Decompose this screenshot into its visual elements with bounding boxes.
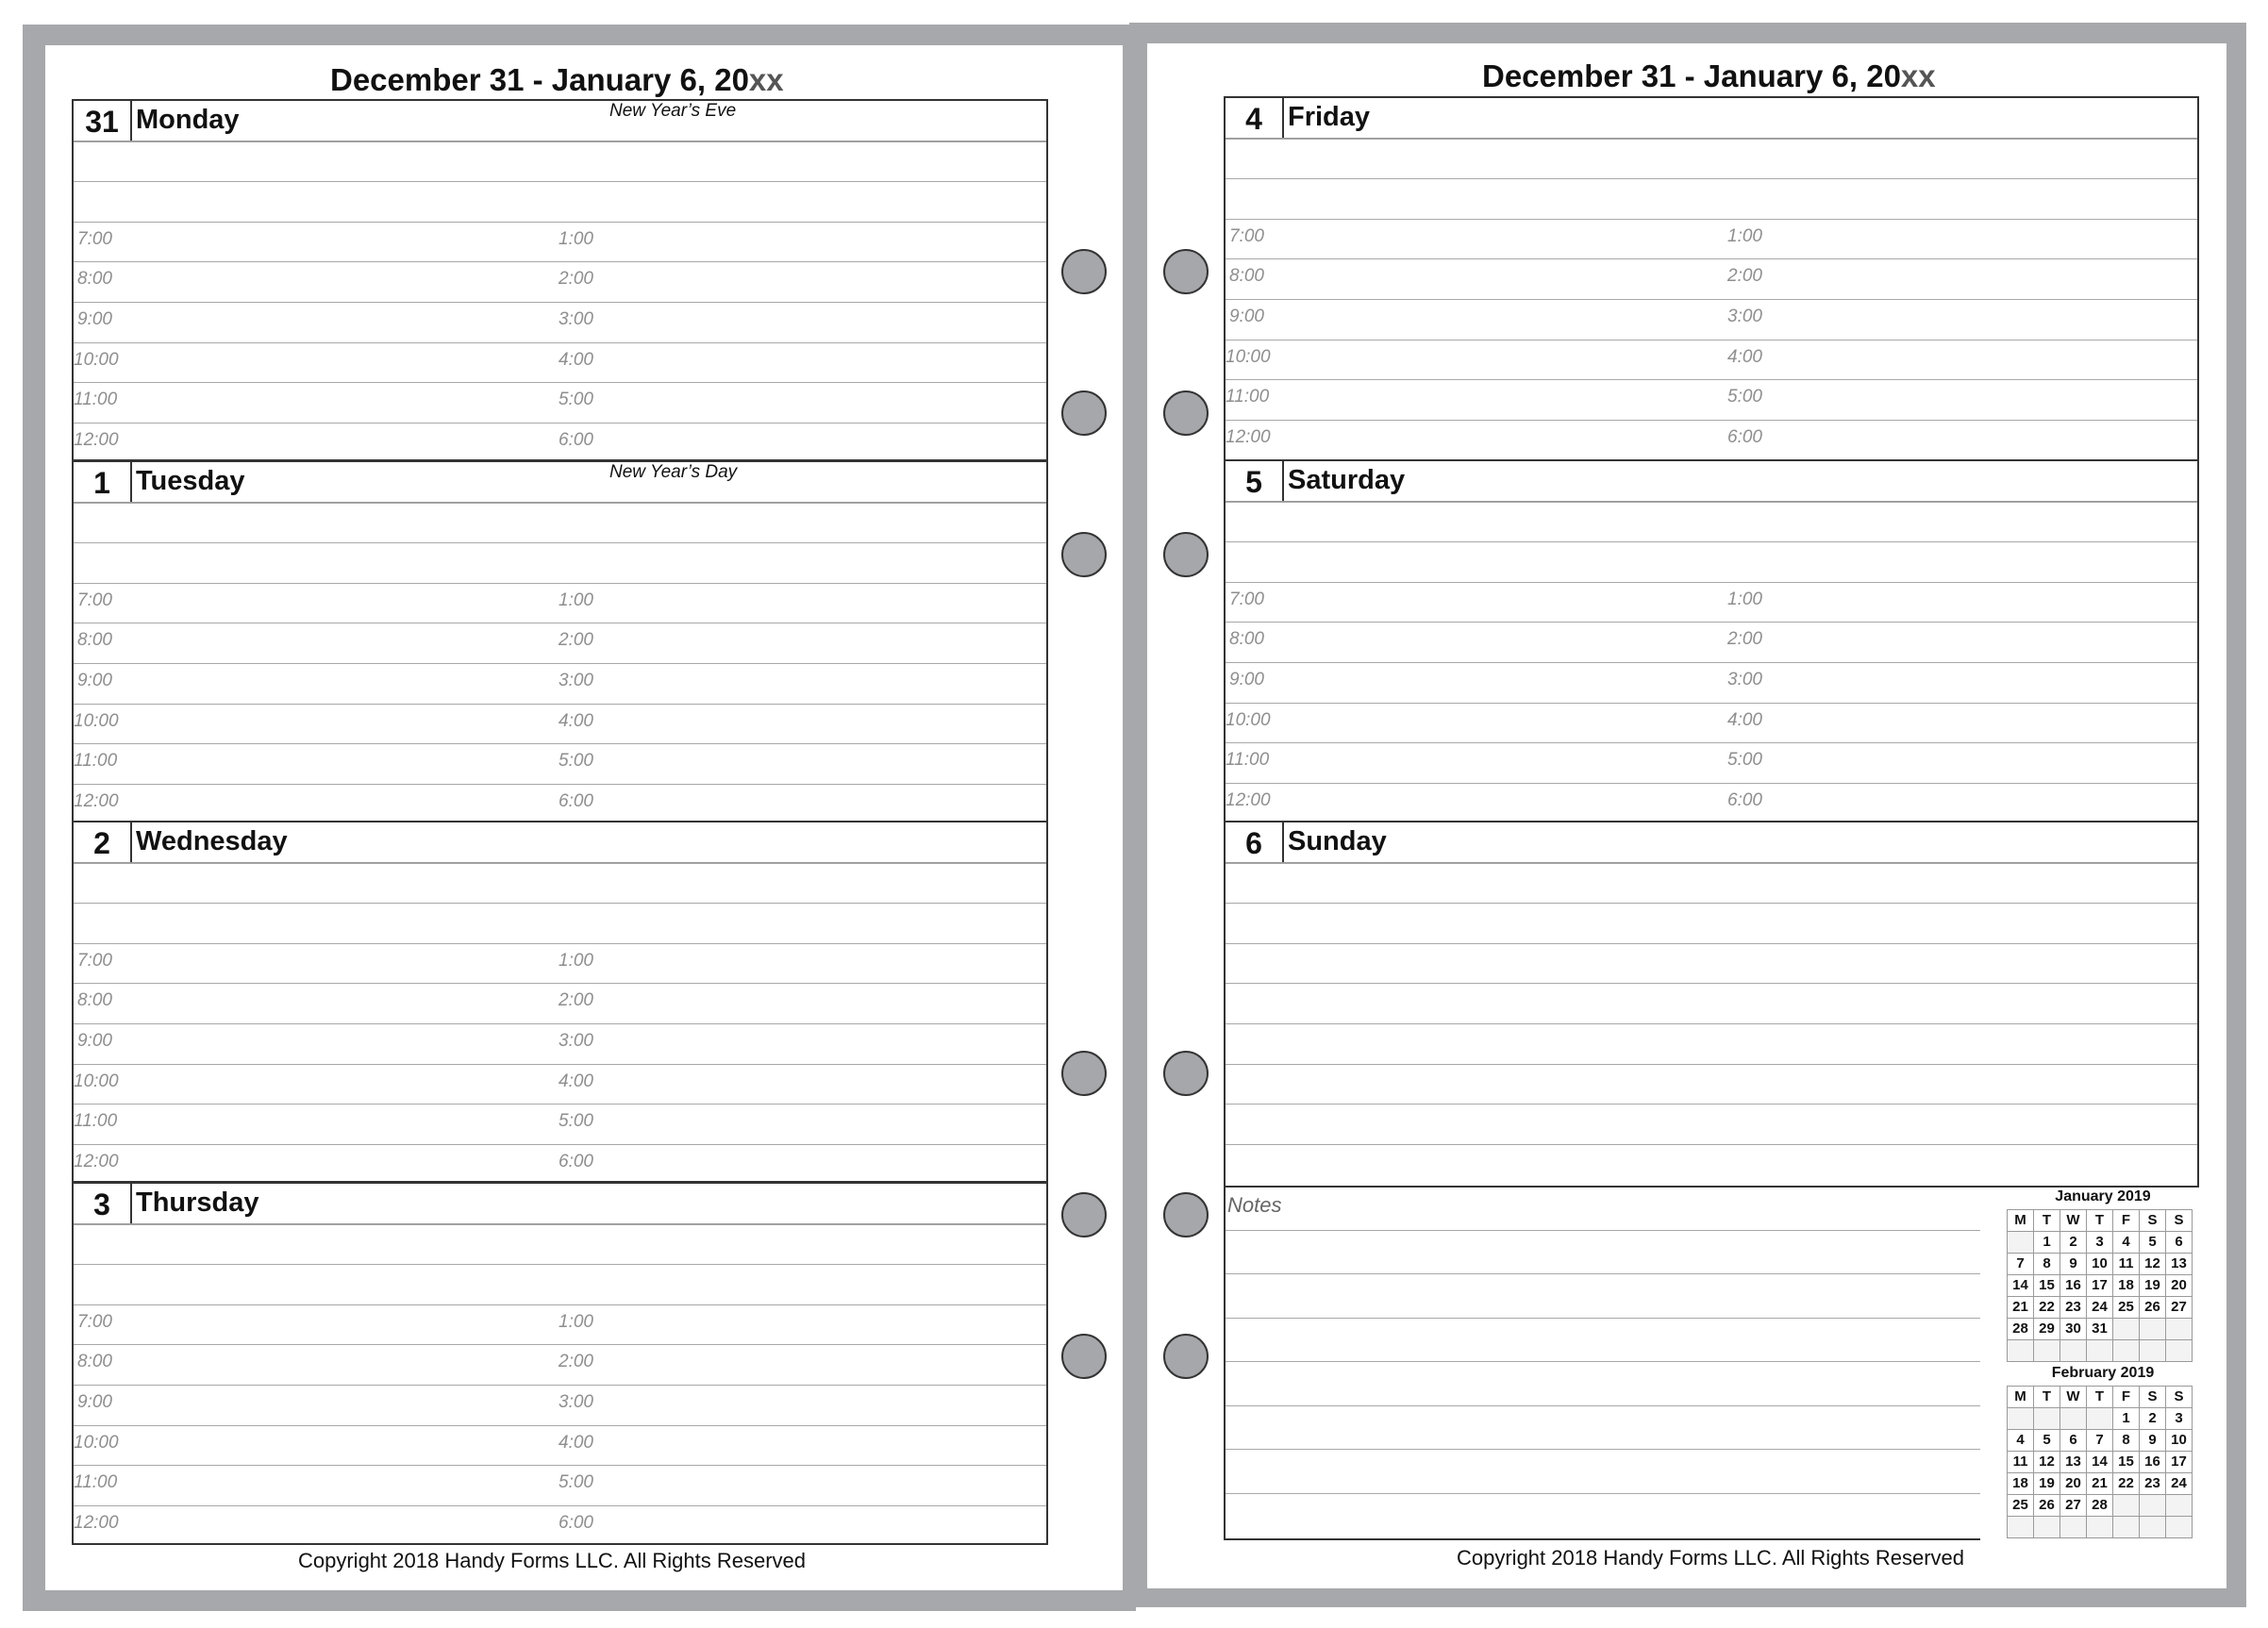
calendar-day [2166, 1319, 2193, 1340]
calendar-day: 6 [2060, 1430, 2087, 1452]
notes-line[interactable] [1226, 1318, 1980, 1319]
writing-line[interactable] [1226, 943, 2197, 944]
time-label: 10:00 [1226, 709, 1271, 730]
calendar-day: 28 [2008, 1319, 2034, 1340]
calendar-day: 25 [2008, 1495, 2034, 1517]
calendar-day: 6 [2166, 1232, 2193, 1254]
calendar-day: 22 [2034, 1297, 2060, 1319]
day-block [1224, 459, 2199, 822]
calendar-day: 28 [2087, 1495, 2113, 1517]
left-title-year: xx [748, 62, 784, 97]
time-label: 10:00 [74, 1432, 119, 1453]
writing-line[interactable] [1226, 662, 2197, 663]
weekday-header: F [2113, 1210, 2140, 1232]
calendar-day: 11 [2008, 1452, 2034, 1473]
calendar-day: 4 [2008, 1430, 2034, 1452]
writing-line[interactable] [1226, 502, 2197, 503]
writing-line[interactable] [74, 983, 1046, 984]
day-block [72, 460, 1048, 822]
time-label: 5:00 [1727, 387, 1762, 407]
calendar-day [2166, 1340, 2193, 1362]
calendar-day: 5 [2140, 1232, 2166, 1254]
calendar-day [2140, 1517, 2166, 1538]
binder-hole [1163, 390, 1209, 436]
writing-line[interactable] [74, 141, 1046, 142]
calendar-day [2034, 1340, 2060, 1362]
writing-line[interactable] [1226, 1023, 2197, 1024]
notes-label: Notes [1227, 1193, 1282, 1217]
binder-hole [1163, 1334, 1209, 1379]
writing-line[interactable] [74, 1264, 1046, 1265]
writing-line[interactable] [1226, 582, 2197, 583]
calendar-day: 3 [2087, 1232, 2113, 1254]
time-label: 1:00 [1727, 225, 1762, 246]
time-label: 9:00 [77, 1392, 112, 1412]
time-label: 1:00 [559, 228, 593, 249]
calendar-day: 16 [2140, 1452, 2166, 1473]
time-label: 11:00 [1226, 387, 1270, 407]
calendar-day [2166, 1517, 2193, 1538]
calendar-day [2008, 1232, 2034, 1254]
time-label: 8:00 [77, 269, 112, 290]
calendar-day: 5 [2034, 1430, 2060, 1452]
day-number: 4 [1226, 98, 1284, 138]
calendar-day: 23 [2140, 1473, 2166, 1495]
calendar-day [2166, 1495, 2193, 1517]
day-name: Friday [1288, 102, 1371, 132]
time-label: 10:00 [1226, 346, 1271, 367]
binder-hole [1061, 1192, 1107, 1238]
time-label: 5:00 [559, 1111, 593, 1132]
weekday-header: T [2087, 1387, 2113, 1408]
time-label: 8:00 [77, 630, 112, 651]
weekday-header: M [2008, 1387, 2034, 1408]
calendar-day: 18 [2008, 1473, 2034, 1495]
calendar-day: 12 [2034, 1452, 2060, 1473]
writing-line[interactable] [74, 863, 1046, 864]
day-number: 5 [1226, 461, 1284, 501]
calendar-day: 10 [2166, 1430, 2193, 1452]
notes-line[interactable] [1226, 1449, 1980, 1450]
mini-calendar [2007, 1188, 2199, 1363]
writing-line[interactable] [1226, 379, 2197, 380]
calendar-day: 7 [2008, 1254, 2034, 1275]
writing-line[interactable] [1226, 420, 2197, 421]
time-label: 8:00 [77, 990, 112, 1011]
day-header [74, 1184, 1046, 1224]
time-label: 5:00 [559, 1472, 593, 1493]
weekday-header: S [2140, 1387, 2166, 1408]
calendar-day [2140, 1319, 2166, 1340]
day-block [72, 1182, 1048, 1545]
day-block [1224, 821, 2199, 1188]
calendar-day: 30 [2060, 1319, 2087, 1340]
time-label: 5:00 [1727, 750, 1762, 771]
day-name: Sunday [1288, 826, 1387, 856]
binder-hole [1163, 249, 1209, 294]
time-label: 1:00 [559, 950, 593, 971]
calendar-day: 20 [2060, 1473, 2087, 1495]
binder-hole [1061, 249, 1107, 294]
time-label: 7:00 [77, 1311, 112, 1332]
writing-line[interactable] [74, 1064, 1046, 1065]
time-label: 12:00 [1226, 789, 1271, 810]
day-name: Monday [136, 105, 240, 135]
calendar-day: 7 [2087, 1430, 2113, 1452]
mini-calendar-grid [2007, 1209, 2193, 1362]
writing-line[interactable] [1226, 219, 2197, 220]
writing-line[interactable] [74, 1385, 1046, 1386]
time-label: 2:00 [559, 990, 593, 1011]
time-label: 3:00 [559, 1031, 593, 1051]
calendar-day: 11 [2113, 1254, 2140, 1275]
calendar-day: 3 [2166, 1408, 2193, 1430]
writing-line[interactable] [74, 342, 1046, 343]
binder-hole [1163, 532, 1209, 577]
writing-line[interactable] [74, 743, 1046, 744]
time-label: 10:00 [74, 710, 119, 731]
calendar-day [2113, 1340, 2140, 1362]
time-label: 9:00 [77, 671, 112, 690]
day-block [72, 99, 1048, 461]
day-number: 6 [1226, 822, 1284, 862]
time-label: 5:00 [559, 751, 593, 772]
calendar-day [2113, 1319, 2140, 1340]
time-label: 4:00 [559, 1071, 593, 1091]
writing-line[interactable] [74, 181, 1046, 182]
calendar-day: 14 [2008, 1275, 2034, 1297]
notes-line[interactable] [1226, 1405, 1980, 1406]
day-name: Wednesday [136, 826, 288, 856]
weekday-header: S [2140, 1210, 2166, 1232]
calendar-day: 18 [2113, 1275, 2140, 1297]
notes-line[interactable] [1226, 1273, 1980, 1274]
writing-line[interactable] [74, 261, 1046, 262]
calendar-day: 20 [2166, 1275, 2193, 1297]
calendar-day: 10 [2087, 1254, 2113, 1275]
time-label: 1:00 [559, 1311, 593, 1332]
weekday-header: T [2087, 1210, 2113, 1232]
calendar-day: 24 [2166, 1473, 2193, 1495]
time-label: 12:00 [74, 429, 119, 450]
time-label: 12:00 [74, 1512, 119, 1533]
time-label: 9:00 [1229, 670, 1264, 689]
writing-line[interactable] [1226, 703, 2197, 704]
calendar-day: 17 [2166, 1452, 2193, 1473]
notes-line[interactable] [1226, 1493, 1980, 1494]
calendar-day [2087, 1408, 2113, 1430]
calendar-day: 8 [2034, 1254, 2060, 1275]
writing-line[interactable] [74, 302, 1046, 303]
writing-line[interactable] [1226, 340, 2197, 341]
day-block [72, 821, 1048, 1183]
binder-hole [1163, 1051, 1209, 1096]
time-label: 4:00 [559, 710, 593, 731]
writing-line[interactable] [74, 382, 1046, 383]
time-label: 8:00 [1229, 266, 1264, 287]
mini-calendar-grid [2007, 1386, 2193, 1538]
time-label: 3:00 [559, 1392, 593, 1412]
time-label: 2:00 [1727, 266, 1762, 287]
time-label: 11:00 [74, 390, 118, 410]
time-label: 8:00 [1229, 629, 1264, 650]
writing-line[interactable] [1226, 1144, 2197, 1145]
calendar-day: 31 [2087, 1319, 2113, 1340]
writing-line[interactable] [74, 1104, 1046, 1105]
notes-line[interactable] [1226, 1230, 1980, 1231]
time-label: 2:00 [559, 269, 593, 290]
calendar-day [2060, 1408, 2087, 1430]
binder-hole [1061, 390, 1107, 436]
day-number: 2 [74, 822, 132, 862]
day-number: 3 [74, 1184, 132, 1223]
right-title-main: December 31 - January 6, 20 [1482, 58, 1901, 93]
weekday-header: T [2034, 1210, 2060, 1232]
calendar-day [2087, 1340, 2113, 1362]
time-label: 7:00 [77, 590, 112, 610]
time-label: 2:00 [559, 1352, 593, 1372]
time-label: 4:00 [559, 1432, 593, 1453]
writing-line[interactable] [74, 943, 1046, 944]
calendar-day [2008, 1517, 2034, 1538]
calendar-day: 15 [2034, 1275, 2060, 1297]
calendar-day: 27 [2060, 1495, 2087, 1517]
time-label: 3:00 [559, 671, 593, 690]
time-label: 7:00 [77, 950, 112, 971]
writing-line[interactable] [74, 1023, 1046, 1024]
writing-line[interactable] [74, 1425, 1046, 1426]
writing-line[interactable] [74, 1224, 1046, 1225]
calendar-day [2034, 1517, 2060, 1538]
calendar-day: 13 [2060, 1452, 2087, 1473]
time-label: 12:00 [74, 790, 119, 811]
calendar-day: 21 [2008, 1297, 2034, 1319]
writing-line[interactable] [1226, 783, 2197, 784]
time-label: 6:00 [559, 790, 593, 811]
writing-line[interactable] [1226, 983, 2197, 984]
writing-line[interactable] [74, 222, 1046, 223]
calendar-day: 12 [2140, 1254, 2166, 1275]
day-header [74, 101, 1046, 141]
holiday-label: New Year’s Day [609, 462, 738, 482]
writing-line[interactable] [74, 503, 1046, 504]
left-title-main: December 31 - January 6, 20 [330, 62, 749, 97]
time-label: 4:00 [1727, 346, 1762, 367]
mini-calendar-title: January 2019 [2055, 1188, 2151, 1204]
time-label: 7:00 [77, 228, 112, 249]
day-number: 31 [74, 101, 132, 141]
time-label: 11:00 [74, 1111, 118, 1132]
calendar-day [2060, 1340, 2087, 1362]
calendar-day: 27 [2166, 1297, 2193, 1319]
time-label: 6:00 [559, 429, 593, 450]
day-name: Saturday [1288, 465, 1406, 495]
weekday-header: M [2008, 1210, 2034, 1232]
binder-hole [1061, 532, 1107, 577]
calendar-day: 8 [2113, 1430, 2140, 1452]
day-header [74, 462, 1046, 503]
calendar-day: 19 [2140, 1275, 2166, 1297]
calendar-day: 21 [2087, 1473, 2113, 1495]
left-copyright: Copyright 2018 Handy Forms LLC. All Rights Reserved [298, 1549, 807, 1572]
writing-line[interactable] [1226, 742, 2197, 743]
time-label: 12:00 [1226, 426, 1271, 447]
calendar-day: 9 [2140, 1430, 2166, 1452]
writing-line[interactable] [1226, 1064, 2197, 1065]
calendar-day: 26 [2140, 1297, 2166, 1319]
writing-line[interactable] [1226, 258, 2197, 259]
time-label: 7:00 [1229, 589, 1264, 609]
time-label: 10:00 [74, 349, 119, 370]
time-label: 3:00 [1727, 307, 1762, 326]
time-label: 3:00 [1727, 670, 1762, 689]
time-label: 4:00 [1727, 709, 1762, 730]
calendar-day: 2 [2140, 1408, 2166, 1430]
day-header [1226, 822, 2197, 863]
weekday-header: T [2034, 1387, 2060, 1408]
time-label: 3:00 [559, 309, 593, 329]
calendar-day [2140, 1340, 2166, 1362]
calendar-day [2034, 1408, 2060, 1430]
time-label: 1:00 [1727, 589, 1762, 609]
time-label: 9:00 [77, 309, 112, 329]
weekday-header: W [2060, 1210, 2087, 1232]
writing-line[interactable] [74, 784, 1046, 785]
writing-line[interactable] [74, 1344, 1046, 1345]
day-name: Thursday [136, 1188, 259, 1218]
calendar-day: 15 [2113, 1452, 2140, 1473]
day-header [74, 822, 1046, 863]
calendar-day: 25 [2113, 1297, 2140, 1319]
writing-line[interactable] [74, 1465, 1046, 1466]
calendar-day [2113, 1517, 2140, 1538]
writing-line[interactable] [1226, 863, 2197, 864]
time-label: 9:00 [1229, 307, 1264, 326]
calendar-day: 26 [2034, 1495, 2060, 1517]
right-page-title [1482, 58, 1936, 94]
writing-line[interactable] [1226, 541, 2197, 542]
day-block [1224, 96, 2199, 461]
writing-line[interactable] [74, 583, 1046, 584]
time-label: 12:00 [74, 1151, 119, 1171]
writing-line[interactable] [74, 903, 1046, 904]
calendar-day: 23 [2060, 1297, 2087, 1319]
calendar-day: 4 [2113, 1232, 2140, 1254]
time-label: 1:00 [559, 590, 593, 610]
calendar-day [2113, 1495, 2140, 1517]
calendar-day: 29 [2034, 1319, 2060, 1340]
calendar-day: 9 [2060, 1254, 2087, 1275]
calendar-day: 19 [2034, 1473, 2060, 1495]
writing-line[interactable] [1226, 1104, 2197, 1105]
binder-hole [1061, 1051, 1107, 1096]
calendar-day: 22 [2113, 1473, 2140, 1495]
mini-calendar [2007, 1365, 2199, 1539]
weekday-header: S [2166, 1387, 2193, 1408]
writing-line[interactable] [1226, 178, 2197, 179]
calendar-day [2140, 1495, 2166, 1517]
calendar-day: 24 [2087, 1297, 2113, 1319]
time-label: 8:00 [77, 1352, 112, 1372]
day-header [1226, 461, 2197, 502]
time-label: 11:00 [1226, 750, 1270, 771]
calendar-day: 14 [2087, 1452, 2113, 1473]
time-label: 4:00 [559, 349, 593, 370]
binder-hole [1163, 1192, 1209, 1238]
time-label: 6:00 [1727, 426, 1762, 447]
writing-line[interactable] [74, 542, 1046, 543]
writing-line[interactable] [74, 1304, 1046, 1305]
day-number: 1 [74, 462, 132, 502]
calendar-day: 2 [2060, 1232, 2087, 1254]
right-copyright: Copyright 2018 Handy Forms LLC. All Rights Reserved [1457, 1546, 1965, 1570]
writing-line[interactable] [74, 1144, 1046, 1145]
weekday-header: F [2113, 1387, 2140, 1408]
time-label: 6:00 [559, 1512, 593, 1533]
weekday-header: W [2060, 1387, 2087, 1408]
right-title-year: xx [1900, 58, 1936, 93]
writing-line[interactable] [74, 423, 1046, 424]
calendar-day [2087, 1517, 2113, 1538]
time-label: 2:00 [559, 630, 593, 651]
time-label: 7:00 [1229, 225, 1264, 246]
mini-calendar-title: February 2019 [2051, 1365, 2155, 1381]
time-label: 6:00 [559, 1151, 593, 1171]
time-label: 6:00 [1727, 789, 1762, 810]
day-name: Tuesday [136, 466, 245, 496]
calendar-day [2008, 1340, 2034, 1362]
writing-line[interactable] [74, 663, 1046, 664]
writing-line[interactable] [74, 1505, 1046, 1506]
writing-line[interactable] [1226, 622, 2197, 623]
writing-line[interactable] [1226, 139, 2197, 140]
calendar-day: 1 [2113, 1408, 2140, 1430]
left-page-title [330, 62, 784, 98]
holiday-label: New Year’s Eve [609, 101, 737, 121]
day-header [1226, 98, 2197, 139]
time-label: 2:00 [1727, 629, 1762, 650]
time-label: 11:00 [74, 1472, 118, 1493]
time-label: 11:00 [74, 751, 118, 772]
writing-line[interactable] [1226, 299, 2197, 300]
calendar-day: 13 [2166, 1254, 2193, 1275]
binder-hole [1061, 1334, 1107, 1379]
calendar-day: 16 [2060, 1275, 2087, 1297]
notes-line[interactable] [1226, 1361, 1980, 1362]
calendar-day [2060, 1517, 2087, 1538]
calendar-day: 17 [2087, 1275, 2113, 1297]
time-label: 9:00 [77, 1031, 112, 1051]
writing-line[interactable] [1226, 903, 2197, 904]
calendar-day [2008, 1408, 2034, 1430]
time-label: 5:00 [559, 390, 593, 410]
notes-section[interactable] [1224, 1186, 1980, 1540]
writing-line[interactable] [74, 704, 1046, 705]
time-label: 10:00 [74, 1071, 119, 1091]
calendar-day: 1 [2034, 1232, 2060, 1254]
weekday-header: S [2166, 1210, 2193, 1232]
